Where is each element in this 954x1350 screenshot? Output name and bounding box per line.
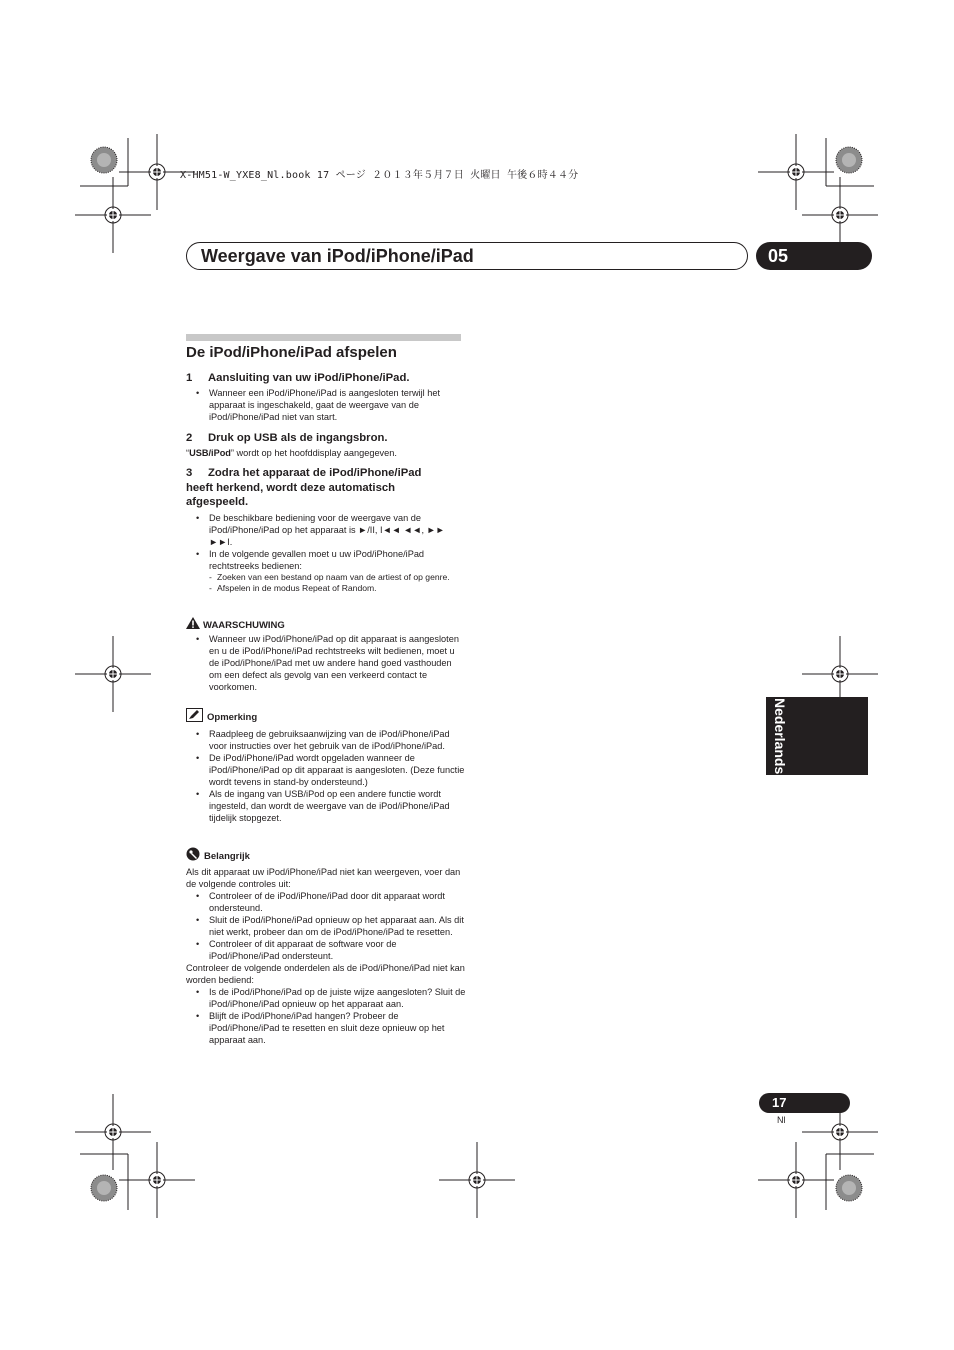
list-item: • Als de ingang van USB/iPod op een andere functie wordt ingesteld, dan wordt de weergave van de iPod/iPhone/iPad tijdelijk stopgezet. [186, 788, 466, 824]
chapter-title: Weergave van iPod/iPhone/iPad [201, 246, 474, 266]
important-title: Belangrijk [204, 851, 250, 862]
warning-icon [186, 617, 200, 629]
list-item: • Blijft de iPod/iPhone/iPad hangen? Probeer de iPod/iPhone/iPad te resetten en sluit deze opnieuw op het apparaat aan. [186, 1010, 466, 1046]
list-item: • De beschikbare bediening voor de weergave van de iPod/iPhone/iPad op het apparaat is ►/II, I◄◄ ◄◄, ►► ►►I. [186, 512, 466, 548]
step-3 [186, 466, 466, 594]
print-header: X-HM51-W_YXE8_Nl.book 17 ページ ２０１３年５月７日 火曜日 午後６時４４分 [180, 170, 579, 181]
chapter-number: 05 [768, 246, 789, 266]
list-item: • Wanneer een iPod/iPhone/iPad is aangesloten terwijl het apparaat is ingeschakeld, gaat de weergave van de iPod/iPhone/iPad niet van start. [186, 387, 466, 423]
important-icon [186, 847, 200, 861]
note-icon [186, 708, 203, 722]
list-item: • Is de iPod/iPhone/iPad op de juiste wijze aangesloten? Sluit de iPod/iPhone/iPad opnieuw op het apparaat aan. [186, 986, 466, 1010]
step-number: 3 [186, 467, 193, 479]
page-language: Nl [777, 1115, 786, 1125]
note-header [186, 708, 466, 725]
page-number: 17 [772, 1095, 787, 1110]
list-item: • Sluit de iPod/iPhone/iPad opnieuw op het apparaat aan. Als dit niet werkt, probeer dan om de iPod/iPhone/iPad te resetten. [186, 914, 466, 938]
language-tab-label: Nederlands [772, 697, 788, 775]
list-item: • Wanneer uw iPod/iPhone/iPad op dit apparaat is aangesloten en u de iPod/iPhone/iPad rechtstreeks wilt bedienen, moet u de iPod/iPhone/iPad met uw andere hand goed vasthouden om een defect als gevolg van een verkeerd contact te voorkomen. [186, 633, 466, 693]
warning-block [186, 617, 466, 693]
warning-header [186, 617, 466, 633]
step-1 [186, 371, 466, 423]
step-2-note [186, 447, 466, 459]
list-item: • De iPod/iPhone/iPad wordt opgeladen wanneer de iPod/iPhone/iPad op dit apparaat is aangesloten. (Deze functie wordt tevens in stand-by ondersteund.) [186, 752, 466, 788]
section-title: De iPod/iPhone/iPad afspelen [186, 344, 397, 361]
note-block [186, 708, 466, 824]
list-item: • In de volgende gevallen moet u uw iPod/iPhone/iPad rechtstreeks bedienen: [186, 548, 466, 572]
important-block [186, 847, 466, 1046]
warning-title: WAARSCHUWING [203, 620, 285, 631]
important-header [186, 847, 466, 864]
list-item: • Raadpleeg de gebruiksaanwijzing van de iPod/iPhone/iPad voor instructies over het gebruik van de iPod/iPhone/iPad. [186, 728, 466, 752]
step-number: 1 [186, 372, 193, 384]
display-text: USB/iPod [189, 447, 231, 458]
list-item: • Controleer of de iPod/iPhone/iPad door dit apparaat wordt ondersteund. [186, 890, 466, 914]
list-item: • Controleer of dit apparaat de software voor de iPod/iPhone/iPad ondersteunt. [186, 938, 466, 962]
important-intro-2: Controleer de volgende onderdelen als de iPod/iPhone/iPad niet kan worden bediend: [186, 963, 465, 985]
step-2 [186, 431, 466, 459]
step-text: Aansluiting van uw iPod/iPhone/iPad. [208, 372, 410, 384]
sub-item: - Zoeken van een bestand op naam van de artiest of op genre. [186, 572, 466, 583]
step-text: Druk op USB als de ingangsbron. [208, 432, 388, 444]
step-number: 2 [186, 432, 193, 444]
quote-open: “ [186, 447, 190, 458]
note-title: Opmerking [207, 712, 258, 723]
sub-item: - Afspelen in de modus Repeat of Random. [186, 583, 466, 594]
important-intro: Als dit apparaat uw iPod/iPhone/iPad niet kan weergeven, voer dan de volgende controles uit: [186, 867, 461, 889]
section-bar [186, 334, 461, 341]
note-text: ” wordt op het hoofddisplay aangegeven. [230, 447, 397, 458]
step-text: Zodra het apparaat de iPod/iPhone/iPad heeft herkend, wordt deze automatisch afgespeeld. [186, 467, 422, 508]
